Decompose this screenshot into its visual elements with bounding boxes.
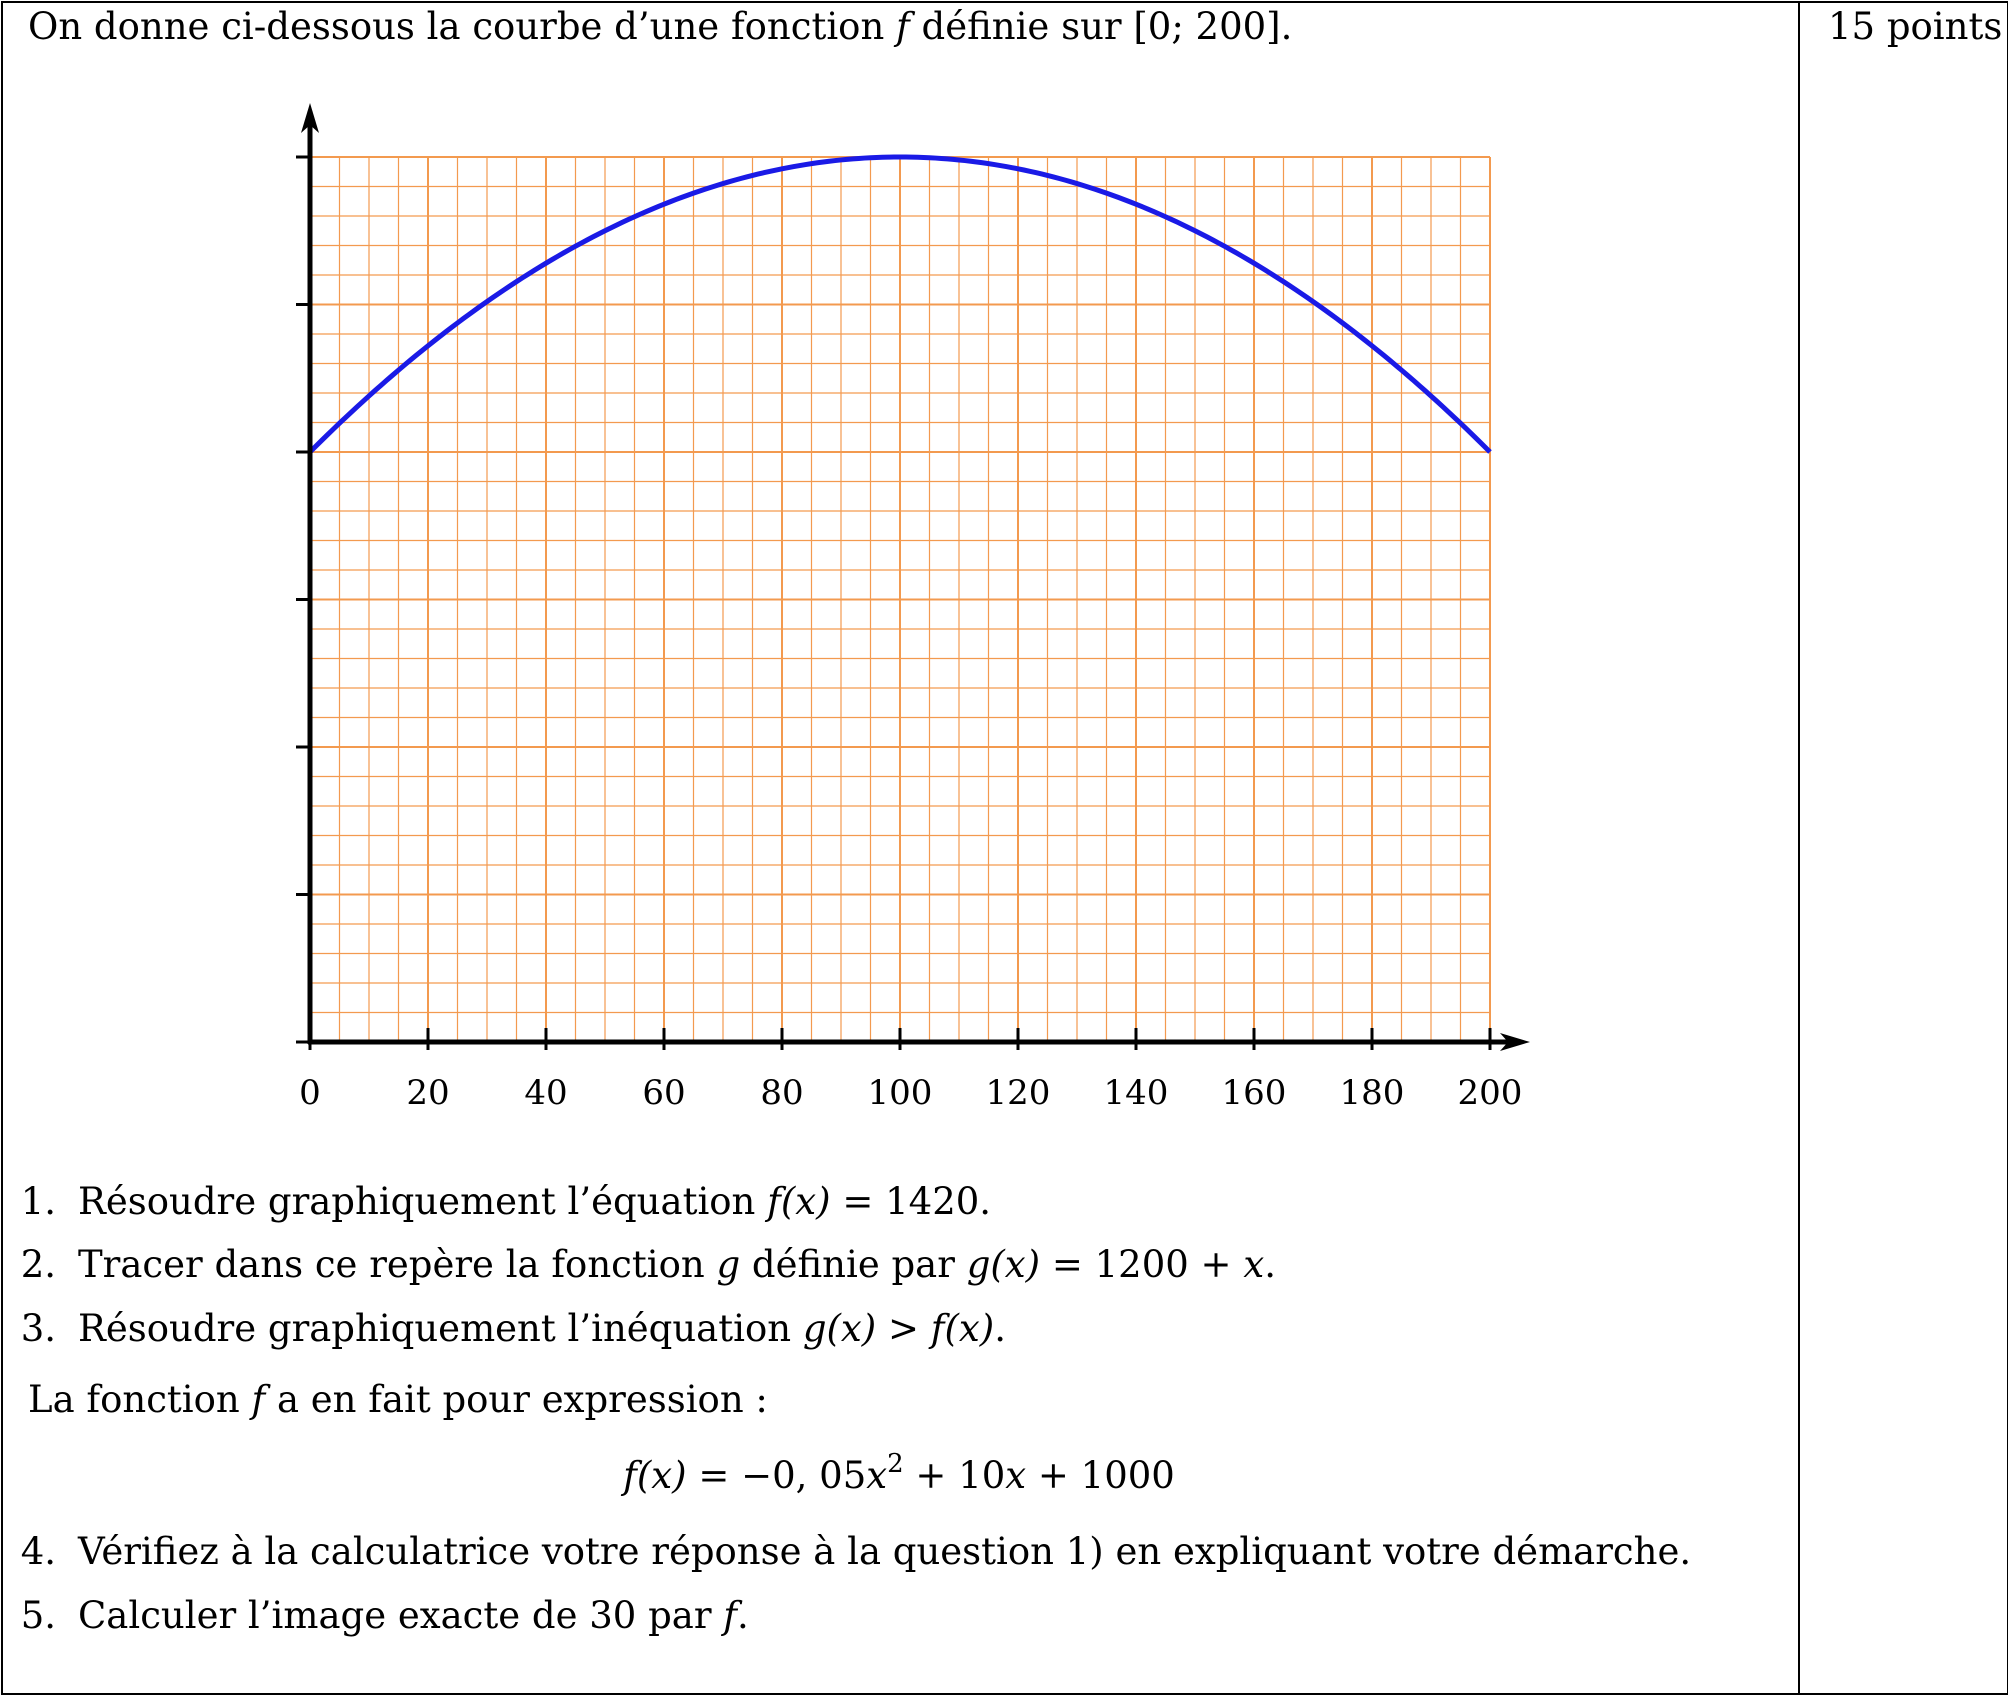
question-2: 2. Tracer dans ce repère la fonction g définie par g(x) = 1200 + x. (20, 1243, 1276, 1286)
exercise-intro: On donne ci-dessous la courbe d’une fonction f définie sur [0; 200]. (28, 5, 1293, 48)
x-tick-label: 180 (1339, 1073, 1405, 1113)
points-column-divider (1798, 1, 1800, 1693)
function-formula: f(x) = −0, $05x^2 + 10x + 1000$ (623, 1449, 1175, 1497)
points-label: 15 points (1828, 5, 2003, 48)
question-3: 3. Résoudre graphiquement l’inéquation g(x) > f(x). (20, 1307, 1006, 1350)
x-tick-label: 120 (985, 1073, 1051, 1113)
x-tick-label: 140 (1103, 1073, 1169, 1113)
x-tick-label: 100 (867, 1073, 933, 1113)
function-chart (280, 95, 1540, 1145)
chart-grid (310, 157, 1490, 1042)
x-tick-label: 60 (642, 1073, 686, 1113)
x-tick-label: 40 (524, 1073, 568, 1113)
question-1: 1. Résoudre graphiquement l’équation f(x) = 1420. (20, 1180, 992, 1223)
x-tick-label: 80 (760, 1073, 804, 1113)
x-tick-label: 20 (406, 1073, 450, 1113)
question-4: 4. Vérifiez à la calculatrice votre réponse à la question 1) en expliquant votre démarche. (20, 1530, 1692, 1573)
expression-intro: La fonction f a en fait pour expression : (28, 1378, 768, 1421)
question-5: 5. Calculer l’image exacte de 30 par f. (20, 1594, 749, 1637)
chart-tick-labels (299, 1073, 1522, 1113)
x-tick-label: 200 (1457, 1073, 1523, 1113)
x-tick-label: 160 (1221, 1073, 1287, 1113)
x-tick-label: 0 (299, 1073, 321, 1113)
